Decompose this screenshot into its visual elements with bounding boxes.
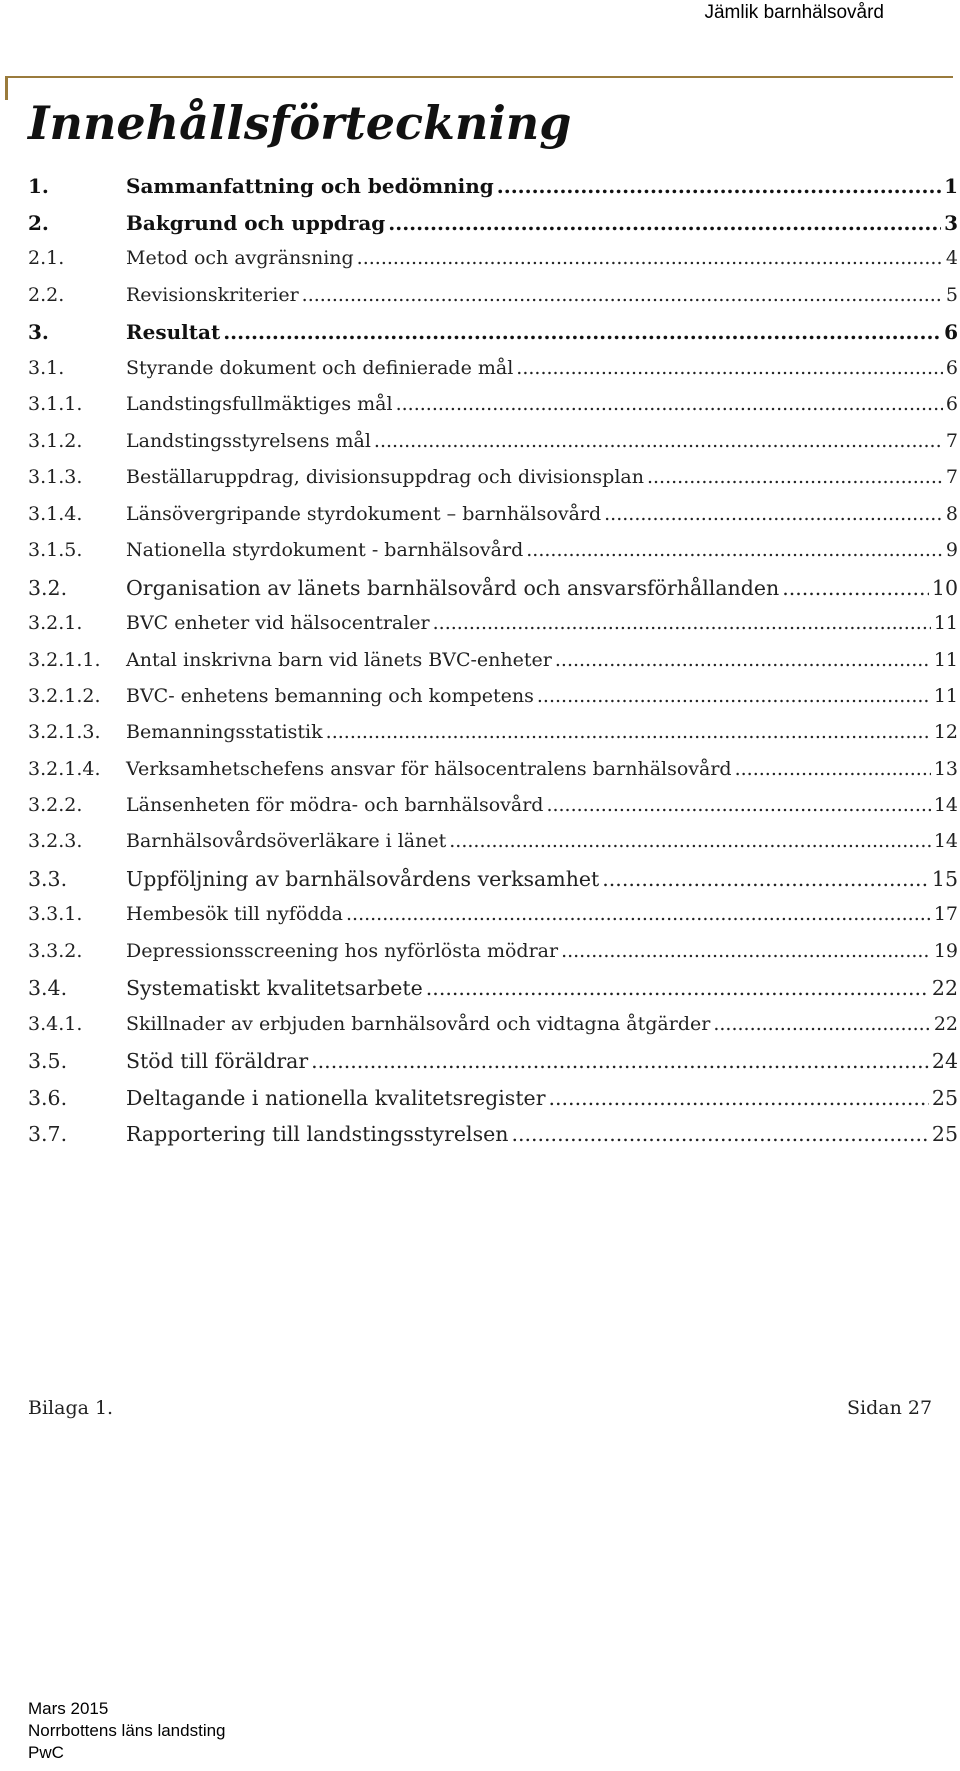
toc-entry-title: Verksamhetschefens ansvar för hälsocentralens barnhälsovård xyxy=(126,758,732,780)
toc-entry-page: 19 xyxy=(933,940,958,962)
toc-entry[interactable] xyxy=(28,612,958,642)
toc-entry-page: 11 xyxy=(933,649,958,671)
toc-entry-number: 3.1.4. xyxy=(28,503,83,525)
toc-entry-number: 3.2.1. xyxy=(28,612,83,634)
toc-dot-leader xyxy=(602,867,929,891)
toc-entry-number: 3.2.1.1. xyxy=(28,649,101,671)
toc-entry-number: 3.6. xyxy=(28,1086,68,1110)
toc-entry-title: Resultat xyxy=(126,320,221,344)
toc-entry-number: 3.1.3. xyxy=(28,466,83,488)
toc-entry-title: Revisionskriterier xyxy=(126,284,299,306)
toc-dot-leader xyxy=(497,174,941,198)
toc-entry[interactable] xyxy=(28,1013,958,1043)
toc-entry-number: 3.5. xyxy=(28,1049,68,1073)
toc-entry-page: 22 xyxy=(931,976,958,1000)
toc-entry-title: Nationella styrdokument - barnhälsovård xyxy=(126,539,524,561)
toc-dot-leader xyxy=(511,1122,928,1146)
toc-entry[interactable] xyxy=(28,1086,958,1116)
toc-entry[interactable] xyxy=(28,685,958,715)
header-rule xyxy=(5,76,953,78)
running-header: Jämlik barnhälsovård xyxy=(704,2,884,23)
toc-entry-title: Bemanningsstatistik xyxy=(126,721,323,743)
toc-entry[interactable] xyxy=(28,357,958,387)
toc-dot-leader xyxy=(357,247,943,269)
toc-entry[interactable] xyxy=(28,721,958,751)
toc-entry-page: 22 xyxy=(933,1013,958,1035)
appendix-page-ref: Sidan 27 xyxy=(847,1397,933,1419)
toc-entry[interactable] xyxy=(28,1049,958,1079)
toc-entry-number: 3.1.1. xyxy=(28,393,83,415)
toc-entry-title: Systematiskt kvalitetsarbete xyxy=(126,976,423,1000)
toc-dot-leader xyxy=(433,612,931,634)
toc-entry-title: Organisation av länets barnhälsovård och ansvarsförhållanden xyxy=(126,576,780,600)
toc-entry[interactable] xyxy=(28,284,958,314)
toc-entry[interactable] xyxy=(28,393,958,423)
toc-entry-title: Antal inskrivna barn vid länets BVC-enheter xyxy=(126,649,552,671)
toc-dot-leader xyxy=(561,940,931,962)
toc-entry-number: 3.7. xyxy=(28,1122,68,1146)
toc-entry[interactable] xyxy=(28,174,958,204)
toc-entry-title: Skillnader av erbjuden barnhälsovård och vidtagna åtgärder xyxy=(126,1013,711,1035)
toc-dot-leader xyxy=(537,685,931,707)
toc-entry[interactable] xyxy=(28,211,958,241)
toc-entry-title: Länsenheten för mödra- och barnhälsovård xyxy=(126,794,544,816)
toc-entry-page: 24 xyxy=(931,1049,958,1073)
toc-dot-leader xyxy=(374,430,943,452)
toc-dot-leader xyxy=(346,903,931,925)
toc-entry-number: 3.1. xyxy=(28,357,65,379)
toc-entry[interactable] xyxy=(28,649,958,679)
toc-entry-page: 4 xyxy=(945,247,958,269)
toc-entry-page: 17 xyxy=(933,903,958,925)
toc-dot-leader xyxy=(426,976,929,1000)
toc-entry-title: Beställaruppdrag, divisionsuppdrag och divisionsplan xyxy=(126,466,644,488)
toc-entry-number: 2.1. xyxy=(28,247,65,269)
toc-entry-number: 3.4.1. xyxy=(28,1013,83,1035)
toc-entry-number: 2. xyxy=(28,211,49,235)
toc-entry-page: 14 xyxy=(933,830,958,852)
toc-entry-number: 3.2.1.2. xyxy=(28,685,101,707)
toc-dot-leader xyxy=(388,211,941,235)
toc-entry-page: 10 xyxy=(931,576,958,600)
toc-dot-leader xyxy=(223,320,941,344)
page-footer xyxy=(28,1698,226,1764)
footer-organization: Norrbottens läns landsting xyxy=(28,1721,226,1740)
toc-entry-title: Sammanfattning och bedömning xyxy=(126,174,494,198)
toc-entry-title: Styrande dokument och definierade mål xyxy=(126,357,514,379)
toc-entry-page: 11 xyxy=(933,685,958,707)
toc-entry-page: 12 xyxy=(933,721,958,743)
toc-entry[interactable] xyxy=(28,976,958,1006)
toc-dot-leader xyxy=(516,357,943,379)
toc-entry-page: 7 xyxy=(945,430,958,452)
toc-entry-title: Stöd till föräldrar xyxy=(126,1049,309,1073)
toc-entry-page: 25 xyxy=(931,1086,958,1110)
toc-entry-number: 3.1.2. xyxy=(28,430,83,452)
toc-entry-number: 3.2.3. xyxy=(28,830,83,852)
toc-entry-title: BVC- enhetens bemanning och kompetens xyxy=(126,685,534,707)
header-rule-corner xyxy=(5,76,8,100)
toc-entry-title: Deltagande i nationella kvalitetsregister xyxy=(126,1086,546,1110)
toc-entry[interactable] xyxy=(28,758,958,788)
toc-entry[interactable] xyxy=(28,576,958,606)
toc-entry-title: Rapportering till landstingsstyrelsen xyxy=(126,1122,509,1146)
toc-entry-title: Landstingsstyrelsens mål xyxy=(126,430,371,452)
toc-entry-page: 3 xyxy=(944,211,958,235)
footer-date: Mars 2015 xyxy=(28,1699,109,1718)
toc-entry-page: 6 xyxy=(945,393,958,415)
toc-entry[interactable] xyxy=(28,247,958,277)
appendix-label: Bilaga 1. xyxy=(28,1397,114,1419)
toc-entry-page: 8 xyxy=(945,503,958,525)
toc-dot-leader xyxy=(647,466,943,488)
toc-entry[interactable] xyxy=(28,503,958,533)
toc-dot-leader xyxy=(326,721,931,743)
toc-entry-number: 3.2.2. xyxy=(28,794,83,816)
toc-dot-leader xyxy=(526,539,943,561)
toc-entry[interactable] xyxy=(28,867,958,897)
toc-entry-number: 3.2.1.4. xyxy=(28,758,101,780)
toc-entry[interactable] xyxy=(28,430,958,460)
toc-entry-page: 11 xyxy=(933,612,958,634)
toc-entry-title: Uppföljning av barnhälsovårdens verksamhet xyxy=(126,867,600,891)
toc-dot-leader xyxy=(735,758,931,780)
toc-dot-leader xyxy=(396,393,943,415)
toc-entry[interactable] xyxy=(28,320,958,350)
toc-entry-title: BVC enheter vid hälsocentraler xyxy=(126,612,430,634)
toc-entry-number: 3.3.2. xyxy=(28,940,83,962)
toc-entry-page: 5 xyxy=(945,284,958,306)
toc-entry[interactable] xyxy=(28,830,958,860)
toc-entry-page: 25 xyxy=(931,1122,958,1146)
footer-company: PwC xyxy=(28,1743,64,1762)
toc-dot-leader xyxy=(311,1049,929,1073)
toc-entry-page: 7 xyxy=(945,466,958,488)
toc-entry[interactable] xyxy=(28,539,958,569)
toc-entry-number: 2.2. xyxy=(28,284,65,306)
toc-entry-title: Landstingsfullmäktiges mål xyxy=(126,393,393,415)
toc-entry-title: Barnhälsovårdsöverläkare i länet xyxy=(126,830,447,852)
toc-entry[interactable] xyxy=(28,1122,958,1152)
toc-entry-number: 3.1.5. xyxy=(28,539,83,561)
toc-entry-page: 14 xyxy=(933,794,958,816)
toc-entry-number: 3.4. xyxy=(28,976,68,1000)
toc-entry-page: 13 xyxy=(933,758,958,780)
toc-dot-leader xyxy=(782,576,929,600)
toc-entry-number: 3. xyxy=(28,320,49,344)
toc-entry[interactable] xyxy=(28,466,958,496)
toc-entry-page: 6 xyxy=(944,320,958,344)
toc-dot-leader xyxy=(449,830,931,852)
toc-entry-number: 3.2.1.3. xyxy=(28,721,101,743)
toc-dot-leader xyxy=(546,794,930,816)
toc-dot-leader xyxy=(302,284,943,306)
toc-entry-page: 6 xyxy=(945,357,958,379)
toc-entry-number: 1. xyxy=(28,174,49,198)
toc-entry-page: 1 xyxy=(944,174,958,198)
toc-entry-page: 9 xyxy=(945,539,958,561)
toc-entry[interactable] xyxy=(28,903,958,933)
toc-entry[interactable] xyxy=(28,794,958,824)
toc-dot-leader xyxy=(555,649,931,671)
toc-entry-title: Bakgrund och uppdrag xyxy=(126,211,386,235)
toc-entry-title: Metod och avgränsning xyxy=(126,247,354,269)
toc-dot-leader xyxy=(713,1013,930,1035)
toc-entry-number: 3.3. xyxy=(28,867,68,891)
toc-dot-leader xyxy=(604,503,943,525)
toc-entry-number: 3.2. xyxy=(28,576,68,600)
toc-heading: Innehållsförteckning xyxy=(28,96,572,150)
toc-entry-title: Länsövergripande styrdokument – barnhälsovård xyxy=(126,503,602,525)
toc-dot-leader xyxy=(549,1086,929,1110)
toc-entry-number: 3.3.1. xyxy=(28,903,83,925)
toc-entry-title: Hembesök till nyfödda xyxy=(126,903,343,925)
toc-entry[interactable] xyxy=(28,940,958,970)
toc-entry-page: 15 xyxy=(931,867,958,891)
toc-entry-title: Depressionsscreening hos nyförlösta mödrar xyxy=(126,940,559,962)
